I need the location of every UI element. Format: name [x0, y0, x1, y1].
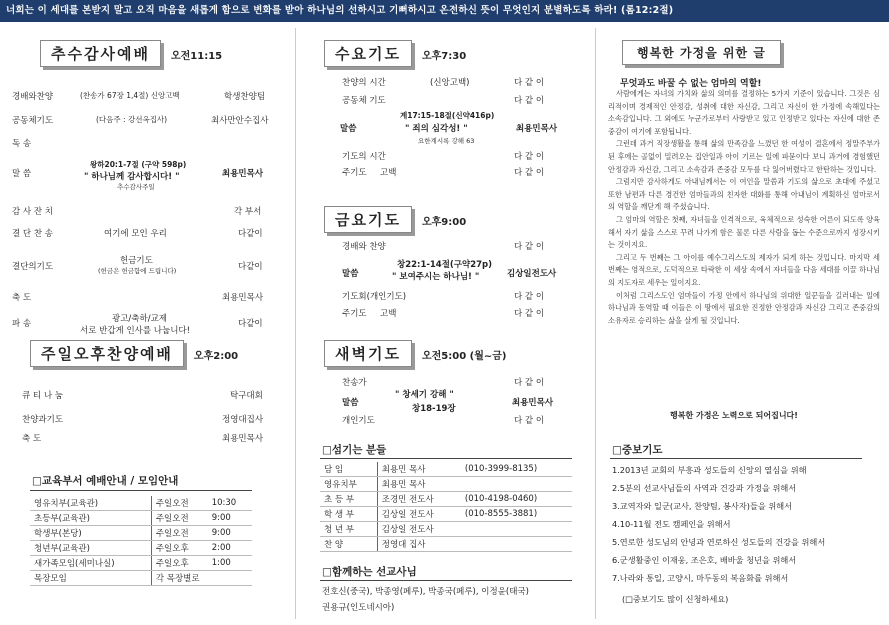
row-detail: 왕하20:1-7절 (구약 598p) [90, 160, 187, 169]
row-detail: (신앙고백) [430, 78, 470, 88]
servants-table [320, 462, 572, 552]
article-paragraph: 그 엄마의 역할은 첫째, 자녀들을 인격적으로, 육체적으로 성숙한 어른이 되도록 양육해서 자기 삶을 스스로 꾸려 나가게 함은 물론 다른 사람을 돕는 수준으로까지 성장시키는 것이지요. [608, 214, 880, 250]
row-leader: 김상일전도사 [507, 269, 557, 279]
article-body [608, 88, 880, 327]
servant-phone: (010-8555-3881) [461, 507, 572, 522]
row-label: 축 도 [22, 434, 42, 444]
divider [320, 458, 572, 459]
row-label: 감 사 잔 치 [12, 207, 53, 217]
servant-name: 김상일 전도사 [377, 507, 461, 522]
row-leader: 다같이 [238, 229, 263, 239]
middle-column [300, 24, 590, 625]
table-row [30, 526, 252, 541]
dept-day: 주일오후 [151, 541, 207, 556]
row-label: 공동체 기도 [342, 96, 386, 106]
row-label: 기도의 시간 [342, 152, 386, 162]
row-leader: 다 같 이 [514, 242, 545, 252]
scripture-banner: 너희는 이 세대를 본받지 말고 오직 마음을 새롭게 함으로 변화를 받아 하나님의 선하시고 기뻐하시고 온전하신 뜻이 무엇인지 분별하도록 하라! (롬12:2절) [0, 0, 889, 22]
row-detail: (찬송가 67장 1,4절) 신앙고백 [80, 91, 180, 100]
dept-day: 주일오전 [151, 511, 207, 526]
servant-phone [461, 537, 572, 552]
dept-day: 각 목장별로 [151, 571, 252, 586]
row-label: 찬양의 시간 [342, 78, 386, 88]
dept-time: 1:00 [208, 556, 252, 571]
dept-name: 학생부(본당) [30, 526, 151, 541]
servant-role: 찬 양 [320, 537, 377, 552]
article-closing: 행복한 가정은 노력으로 되어집니다! [670, 411, 798, 420]
row-leader: 최용민목사 [222, 293, 264, 303]
intercession-note: (□중보기도 많이 신청하세요) [622, 594, 729, 604]
dept-name: 새가족모임(세미나실) [30, 556, 151, 571]
row-leader: 다 같 이 [514, 168, 545, 178]
prayer-item: 1.2013년 교회의 부흥과 성도들의 신앙의 열심을 위해 [612, 465, 807, 475]
wednesday-title: 수요기도 [324, 40, 412, 67]
table-row [320, 462, 572, 477]
dept-day: 주일오후 [151, 556, 207, 571]
thanksgiving-time: 오전11:15 [170, 51, 223, 62]
servant-name: 정영대 집사 [377, 537, 461, 552]
row-leader: 다같이 [238, 319, 263, 329]
sermon-title: " 죄의 심각성! " [405, 124, 468, 134]
row-note: 추수감사주일 [117, 183, 155, 191]
dept-day: 주일오전 [151, 496, 207, 511]
row-detail: 여기에 모인 우리 [104, 229, 167, 239]
table-row [30, 556, 252, 571]
row-leader: 최용민목사 [512, 398, 554, 408]
article-subtitle: 무엇과도 바꿀 수 없는 엄마의 역할! [620, 79, 762, 89]
servant-phone [461, 522, 572, 537]
row-leader: 탁구대회 [230, 391, 263, 401]
row-detail: 서로 반갑게 인사를 나눕니다! [80, 326, 191, 336]
row-label: 큐 티 나 눔 [22, 391, 63, 401]
row-leader: 다 같 이 [514, 152, 545, 162]
divider [320, 580, 572, 581]
servant-name: 김상일 전도사 [377, 522, 461, 537]
row-leader: 다 같 이 [514, 309, 545, 319]
missionaries-list: 권용규(인도네시아) [322, 603, 395, 613]
prayer-item: 6.군생활중인 이재웅, 조은호, 배바울 청년을 위해서 [612, 555, 797, 565]
row-label: 결 단 찬 송 [12, 229, 53, 239]
row-label: 경배와찬양 [12, 92, 54, 102]
servant-phone: (010-3999-8135) [461, 462, 572, 477]
row-label: 주기도 [342, 168, 367, 178]
dept-time: 10:30 [208, 496, 252, 511]
article-paragraph: 그런데 과거 직장생활을 통해 삶의 만족감을 느꼈던 한 여성이 결혼에서 정말주부가 된 후에는 골없이 밀려오는 집안일과 아이 기르는 일에 파묻이다 보니 과거에 경험했던 안정감과 자신감, 그리고 소속감과 존중감 모두를 다 잃어버렸다고 한탄하는 것입니다. [608, 139, 880, 174]
friday-time: 오후9:00 [421, 217, 467, 228]
row-leader: 최사만안수집사 [211, 116, 269, 126]
prayer-item: 4.10-11월 전도 캠페인을 위해서 [612, 519, 731, 529]
row-label: 공동체기도 [12, 116, 54, 126]
table-row [320, 522, 572, 537]
left-column [0, 24, 292, 625]
row-label: 독 송 [12, 139, 32, 149]
divider [30, 490, 252, 491]
dept-time: 9:00 [208, 526, 252, 541]
happy-home-title: 행복한 가정을 위한 글 [622, 40, 781, 65]
row-leader: 다 같 이 [514, 96, 545, 106]
dept-name: 청년부(교육관) [30, 541, 151, 556]
dept-name: 목장모임 [30, 571, 151, 586]
row-leader: 각 부서 [234, 207, 262, 217]
afternoon-title: 주일오후찬양예배 [30, 340, 184, 367]
education-title: □교육부서 예배안내 / 모임안내 [32, 475, 179, 487]
row-detail: 광고/축하/교제 [112, 314, 167, 324]
row-label: 축 도 [12, 293, 32, 303]
servant-name: 조경민 전도사 [377, 492, 461, 507]
row-label: 기도회(개인기도) [342, 292, 407, 302]
missionaries-title: □함께하는 선교사님 [322, 566, 417, 578]
dept-name: 영유치부(교육관) [30, 496, 151, 511]
row-leader: 학생찬양팀 [224, 92, 266, 102]
table-row [30, 541, 252, 556]
servant-role: 영유치부 [320, 477, 377, 492]
row-label: 파 송 [12, 319, 32, 329]
afternoon-time: 오후2:00 [193, 351, 239, 362]
dept-day: 주일오전 [151, 526, 207, 541]
row-detail: 계17:15-18절(신약416p) [400, 111, 495, 120]
row-label: 말씀 [340, 124, 357, 134]
servant-role: 청 년 부 [320, 522, 377, 537]
row-leader: 다 같 이 [514, 416, 545, 426]
divider [610, 458, 862, 459]
servant-name: 최용민 목사 [377, 462, 461, 477]
row-label: 주기도 [342, 309, 367, 319]
servant-phone: (010-4198-0460) [461, 492, 572, 507]
dawn-title: 새벽기도 [324, 340, 412, 367]
dawn-header [324, 340, 506, 367]
row-label: 말 씀 [12, 169, 32, 179]
table-row [30, 496, 252, 511]
dept-time: 2:00 [208, 541, 252, 556]
servants-title: □섬기는 분들 [322, 444, 387, 456]
wednesday-time: 오후7:30 [421, 51, 467, 62]
row-label: 개인기도 [342, 416, 375, 426]
column-divider [595, 28, 596, 619]
row-leader: 다 같 이 [514, 292, 545, 302]
row-label: 찬송가 [342, 378, 367, 388]
intercession-title: □중보기도 [612, 444, 663, 456]
article-paragraph: 사람에게는 자녀의 가치와 삶의 의미를 결정하는 5가지 기준이 있습니다. 그것은 심리적이며 경제적인 안정감, 성취에 대한 자신감, 그리고 자신이 한 가정에 속해있다는 소속감입니다. 그 외에도 누군가로부터 사랑받고 있고 인정받고 있다는 자신에 대한 존중감이 여기에 포함됩니다. [608, 89, 880, 136]
dept-name: 초등부(교육관) [30, 511, 151, 526]
row-leader: 다같이 [238, 262, 263, 272]
friday-header [324, 206, 466, 233]
row-note: (헌금은 헌금함에 드립니다) [98, 267, 177, 275]
servant-name: 최용민 목사 [377, 477, 461, 492]
right-column [600, 24, 889, 625]
row-label: 찬양과기도 [22, 415, 64, 425]
friday-title: 금요기도 [324, 206, 412, 233]
dawn-time: 오전5:00 (월~금) [421, 351, 507, 362]
sermon-title: " 보여주시는 하나님! " [392, 272, 480, 282]
prayer-item: 5.연로한 성도님의 안녕과 연로하신 성도들의 건강을 위해서 [612, 537, 826, 547]
article-paragraph: 이처럼 그리스도인 엄마들이 가정 안에서 하나님의 위대한 일꾼들을 길러내는 일에 하나님과 동역할 때 이들은 이 땅에서 필요한 진정한 안정감과 자신감 그리고 존중감의 소유자로 승리하는 삶을 살게 될 것입니다. [608, 290, 880, 325]
prayer-item: 7.나라와 통일, 고양시, 마두동의 복음화를 위해서 [612, 573, 789, 583]
sermon-title: " 하나님께 감사합시다! " [84, 172, 180, 182]
row-note: 요한계시록 강해 63 [418, 137, 475, 145]
row-leader: 최용민목사 [222, 434, 264, 444]
row-leader: 최용민목사 [516, 124, 558, 134]
row-leader: 최용민목사 [222, 169, 264, 179]
row-label: 말씀 [342, 398, 359, 408]
education-table [30, 496, 252, 586]
prayer-item: 3.교역자와 일군(교사, 찬양팀, 봉사자)들을 위해서 [612, 501, 793, 511]
afternoon-header [30, 340, 238, 367]
table-row [30, 511, 252, 526]
article-paragraph: 그럼지만 감사하게도 아내님께서는 이 여인을 말씀과 기도의 삶으로 초대에 주셨고 또한 남편과 다른 경건한 엄마들과의 친자한 대화를 통해 아내님이 계획하신 엄마로서의 역할을 깨닫게 해 주셨습니다. [608, 177, 880, 212]
servant-role: 담 임 [320, 462, 377, 477]
row-detail: 창22:1-14절(구약27p) [397, 260, 493, 270]
table-row [320, 477, 572, 492]
table-row [30, 571, 252, 586]
happy-home-header [622, 40, 781, 65]
wednesday-header [324, 40, 466, 67]
prayer-item: 2.5분의 선교사님들의 사역과 건강과 가정을 위해서 [612, 483, 797, 493]
article-paragraph: 그리고 두 번째는 그 아이를 예수그리스도의 제자가 되게 하는 것입니다. 마지막 세 번째는 영적으로, 도덕적으로 타락한 이 세상 속에서 자녀들을 다음 세대를 이끌 하나님의 지도자로 세우는 일이지요. [608, 252, 880, 287]
servant-role: 초 등 부 [320, 492, 377, 507]
servant-phone [461, 477, 572, 492]
thanksgiving-title: 추수감사예배 [40, 40, 161, 67]
table-row [320, 492, 572, 507]
row-leader: 정영대집사 [222, 415, 264, 425]
row-leader: 다 같 이 [514, 378, 545, 388]
row-label: 말씀 [342, 269, 359, 279]
dept-time: 9:00 [208, 511, 252, 526]
servant-role: 학 생 부 [320, 507, 377, 522]
thanksgiving-header [40, 40, 222, 67]
row-label: 경배와 찬양 [342, 242, 386, 252]
row-label: 결단의기도 [12, 262, 54, 272]
sermon-title: " 창세기 강해 " [395, 390, 454, 400]
row-detail: 고백 [380, 168, 397, 178]
missionaries-list: 전호신(중국), 박종영(페루), 박종국(페루), 이정윤(태국) [322, 587, 529, 597]
row-detail: (다음주 : 강선옥집사) [96, 115, 168, 124]
table-row [320, 507, 572, 522]
row-leader: 다 같 이 [514, 78, 545, 88]
row-detail: 고백 [380, 309, 397, 319]
column-divider [295, 28, 296, 619]
row-detail: 창18-19장 [412, 404, 456, 414]
row-detail: 헌금기도 [120, 256, 153, 266]
table-row [320, 537, 572, 552]
